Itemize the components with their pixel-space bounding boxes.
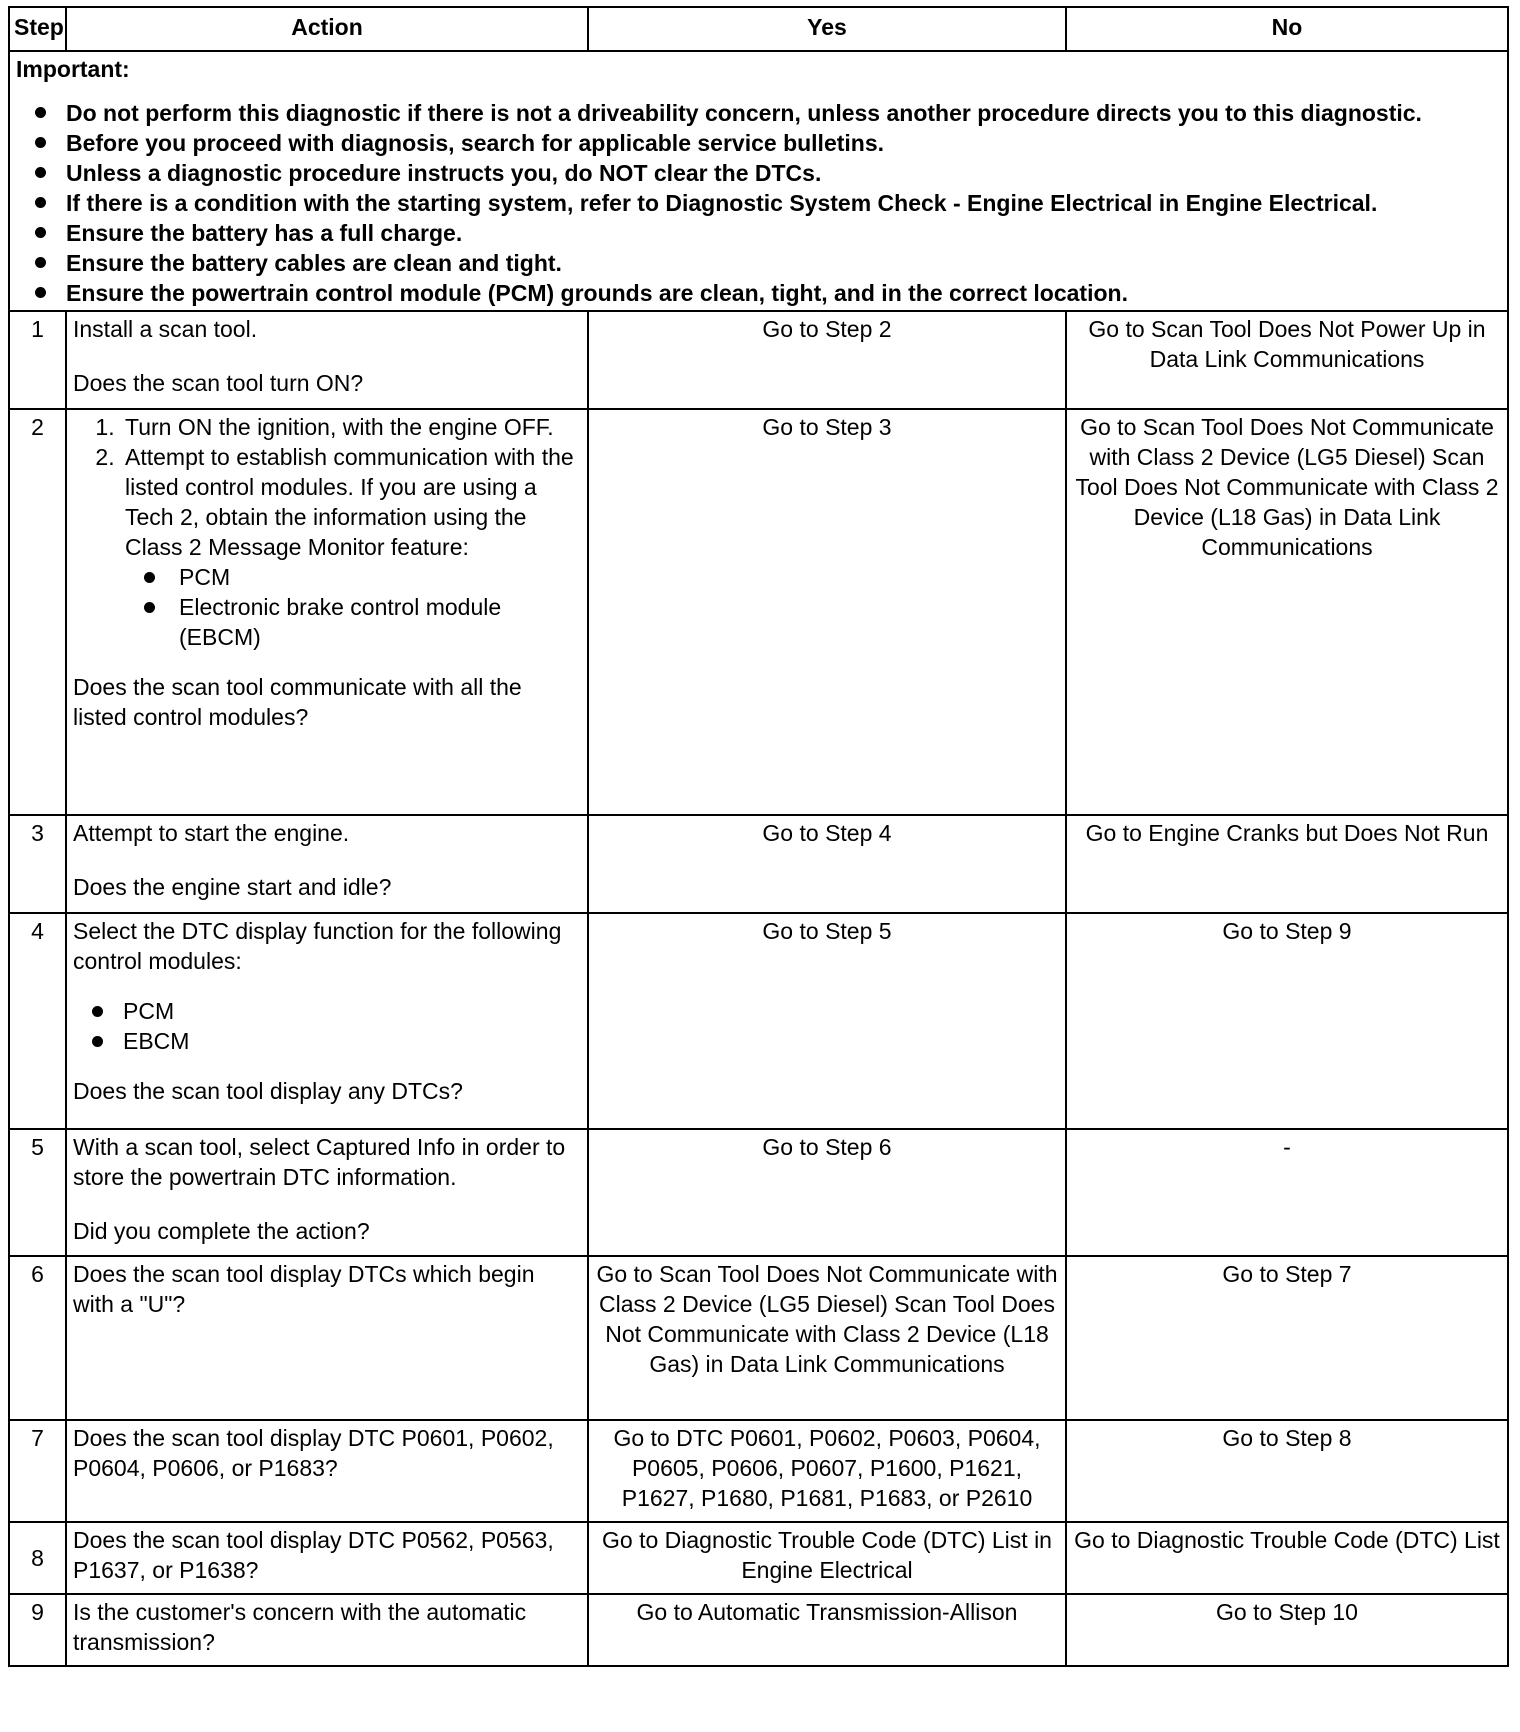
action-substep: [121, 442, 581, 652]
step-no: Go to Scan Tool Does Not Power Up in Data Link Communications: [1066, 311, 1508, 409]
diagnostic-page: [8, 6, 1509, 1667]
action-question: Does the scan tool display any DTCs?: [73, 1078, 463, 1104]
important-item: Before you proceed with diagnosis, search for applicable service bulletins.: [66, 128, 1501, 158]
module-item: PCM: [175, 562, 581, 592]
module-item: Electronic brake control module (EBCM): [175, 592, 581, 652]
step-action: Is the customer's concern with the automatic transmission?: [66, 1594, 588, 1666]
action-question: Does the scan tool turn ON?: [73, 370, 364, 396]
step-row-6: [9, 1256, 1508, 1420]
step-yes: Go to Step 6: [588, 1129, 1066, 1256]
diagnostic-table: [8, 6, 1509, 1667]
action-substep-text: Attempt to establish communication with the listed control modules. If you are using a Tech 2, obtain the information using the Class 2 Message Monitor feature:: [125, 444, 574, 560]
step-action: [66, 1129, 588, 1256]
action-text: Select the DTC display function for the following control modules:: [73, 918, 562, 974]
step-number: 7: [9, 1420, 66, 1522]
action-text: With a scan tool, select Captured Info in order to store the powertrain DTC information.: [73, 1134, 566, 1190]
important-notice: [9, 51, 1508, 311]
step-row-3: [9, 815, 1508, 913]
step-action: Does the scan tool display DTC P0601, P0602, P0604, P0606, or P1683?: [66, 1420, 588, 1522]
header-step: Step: [9, 7, 66, 51]
important-item: Ensure the powertrain control module (PCM) grounds are clean, tight, and in the correct location.: [66, 278, 1501, 308]
module-item: EBCM: [123, 1026, 581, 1056]
step-row-5: [9, 1129, 1508, 1256]
step-yes: Go to Step 4: [588, 815, 1066, 913]
important-item: If there is a condition with the starting system, refer to Diagnostic System Check - Engine Electrical in Engine Electrical.: [66, 188, 1501, 218]
step-row-4: [9, 913, 1508, 1129]
header-yes: Yes: [588, 7, 1066, 51]
step-no: Go to Step 7: [1066, 1256, 1508, 1420]
step-number: 6: [9, 1256, 66, 1420]
step-yes: Go to Automatic Transmission-Allison: [588, 1594, 1066, 1666]
module-list: [73, 996, 581, 1056]
important-list: [16, 98, 1501, 308]
step-number: 2: [9, 409, 66, 815]
step-no: -: [1066, 1129, 1508, 1256]
module-item: PCM: [123, 996, 581, 1026]
step-yes: Go to Step 2: [588, 311, 1066, 409]
header-row: [9, 7, 1508, 51]
step-action: Does the scan tool display DTCs which begin with a "U"?: [66, 1256, 588, 1420]
step-action: [66, 311, 588, 409]
step-no: Go to Engine Cranks but Does Not Run: [1066, 815, 1508, 913]
step-row-1: [9, 311, 1508, 409]
step-yes: Go to Step 3: [588, 409, 1066, 815]
step-row-7: [9, 1420, 1508, 1522]
action-text: Install a scan tool.: [73, 316, 258, 342]
action-question: Did you complete the action?: [73, 1218, 370, 1244]
step-action: Does the scan tool display DTC P0562, P0563, P1637, or P1638?: [66, 1522, 588, 1594]
important-item: Ensure the battery has a full charge.: [66, 218, 1501, 248]
important-item: Unless a diagnostic procedure instructs you, do NOT clear the DTCs.: [66, 158, 1501, 188]
header-action: Action: [66, 7, 588, 51]
important-item: Do not perform this diagnostic if there is not a driveability concern, unless another procedure directs you to this diagnostic.: [66, 98, 1501, 128]
step-row-8: [9, 1522, 1508, 1594]
important-item: Ensure the battery cables are clean and tight.: [66, 248, 1501, 278]
action-question: Does the scan tool communicate with all the listed control modules?: [73, 674, 522, 730]
step-no: Go to Scan Tool Does Not Communicate with Class 2 Device (LG5 Diesel) Scan Tool Does Not Communicate with Class 2 Device (L18 Gas) in Data Link Communications: [1066, 409, 1508, 815]
step-action: [66, 815, 588, 913]
step-no: Go to Step 9: [1066, 913, 1508, 1129]
step-number: 1: [9, 311, 66, 409]
important-row: [9, 51, 1508, 311]
module-list: [125, 562, 581, 652]
step-row-9: [9, 1594, 1508, 1666]
step-no: Go to Step 10: [1066, 1594, 1508, 1666]
important-title: Important:: [16, 56, 130, 82]
step-number: 9: [9, 1594, 66, 1666]
step-no: Go to Diagnostic Trouble Code (DTC) List: [1066, 1522, 1508, 1594]
step-number: 3: [9, 815, 66, 913]
action-substep: 1. Turn ON the ignition, with the engine OFF.: [121, 412, 581, 442]
action-question: Does the engine start and idle?: [73, 874, 392, 900]
step-action: [66, 409, 588, 815]
step-row-2: [9, 409, 1508, 815]
step-yes: Go to Scan Tool Does Not Communicate with Class 2 Device (LG5 Diesel) Scan Tool Does Not Communicate with Class 2 Device (L18 Gas) in Data Link Communications: [588, 1256, 1066, 1420]
step-number: 5: [9, 1129, 66, 1256]
step-yes: Go to Diagnostic Trouble Code (DTC) List in Engine Electrical: [588, 1522, 1066, 1594]
step-yes: Go to Step 5: [588, 913, 1066, 1129]
action-substeps: [73, 412, 581, 652]
step-number: 8: [9, 1522, 66, 1594]
action-text: Attempt to start the engine.: [73, 820, 350, 846]
header-no: No: [1066, 7, 1508, 51]
step-yes: Go to DTC P0601, P0602, P0603, P0604, P0605, P0606, P0607, P1600, P1621, P1627, P1680, P1681, P1683, or P2610: [588, 1420, 1066, 1522]
step-number: 4: [9, 913, 66, 1129]
step-no: Go to Step 8: [1066, 1420, 1508, 1522]
step-action: [66, 913, 588, 1129]
